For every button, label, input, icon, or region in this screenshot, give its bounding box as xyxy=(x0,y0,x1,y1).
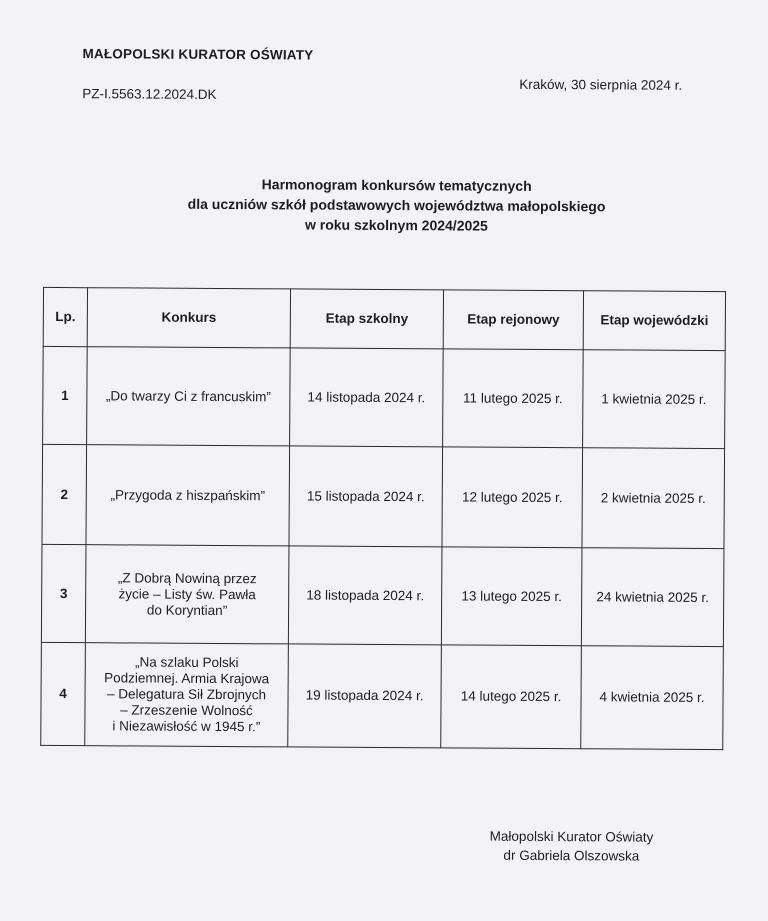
voivodeship-stage-date: 24 kwietnia 2025 r. xyxy=(581,548,724,647)
header-konkurs: Konkurs xyxy=(87,288,290,348)
voivodeship-stage-date: 1 kwietnia 2025 r. xyxy=(583,350,726,449)
competition-name-line: do Koryntian” xyxy=(146,602,228,618)
header-etap-szkolny: Etap szkolny xyxy=(290,289,443,349)
competition-name-line: „Na szlaku Polski xyxy=(134,654,239,671)
table-row xyxy=(41,642,724,749)
header-lp: Lp. xyxy=(43,287,87,346)
competition-name xyxy=(85,545,289,644)
competition-name-line: „Przygoda z hiszpańskim” xyxy=(110,486,266,503)
title-line-2: dla uczniów szkół podstawowych województwa małopolskiego xyxy=(187,195,606,215)
signatory-name: dr Gabriela Olszowska xyxy=(503,847,640,864)
competition-name-line: „Do twarzy Ci z francuskim” xyxy=(105,387,271,404)
table-header-row xyxy=(43,287,725,350)
competition-name xyxy=(86,445,290,546)
regional-stage-date: 13 lutego 2025 r. xyxy=(441,547,582,646)
school-stage-date: 18 listopada 2024 r. xyxy=(288,546,442,645)
row-number: 4 xyxy=(41,642,86,745)
competition-name-line: i Niezawisłość w 1945 r.” xyxy=(112,718,261,735)
voivodeship-stage-date: 2 kwietnia 2025 r. xyxy=(582,448,725,549)
competition-name xyxy=(85,643,289,747)
header-etap-rejonowy: Etap rejonowy xyxy=(443,290,583,350)
competition-name xyxy=(87,347,291,446)
table-row xyxy=(41,544,724,646)
reference-number: PZ-I.5563.12.2024.DK xyxy=(82,86,217,102)
header-etap-wojewodzki: Etap wojewódzki xyxy=(583,291,725,351)
competition-name-line: – Delegatura Sił Zbrojnych xyxy=(106,686,267,703)
regional-stage-date: 12 lutego 2025 r. xyxy=(442,447,583,548)
row-number: 2 xyxy=(42,444,87,544)
place-and-date: Kraków, 30 sierpnia 2024 r. xyxy=(519,76,683,93)
school-stage-date: 15 listopada 2024 r. xyxy=(289,446,443,547)
row-number: 3 xyxy=(41,544,86,642)
document-title xyxy=(101,173,691,237)
regional-stage-date: 11 lutego 2025 r. xyxy=(443,349,584,448)
title-line-1: Harmonogram konkursów tematycznych xyxy=(261,176,532,194)
table-row xyxy=(42,444,725,548)
signatory-role: Małopolski Kurator Oświaty xyxy=(489,828,654,845)
signature-block xyxy=(490,827,654,866)
voivodeship-stage-date: 4 kwietnia 2025 r. xyxy=(581,646,724,750)
school-stage-date: 14 listopada 2024 r. xyxy=(290,348,444,447)
competition-name-line: „Z Dobrą Nowiną przez xyxy=(117,569,257,586)
issuer-name: MAŁOPOLSKI KURATOR OŚWIATY xyxy=(82,46,314,63)
regional-stage-date: 14 lutego 2025 r. xyxy=(441,645,582,749)
competition-schedule-table xyxy=(40,287,726,750)
competition-name-line: życie – Listy św. Pawła xyxy=(118,585,256,602)
school-stage-date: 19 listopada 2024 r. xyxy=(288,644,442,748)
competition-name-line: Podziemnej. Armia Krajowa xyxy=(104,670,270,687)
row-number: 1 xyxy=(43,346,88,444)
title-line-3: w roku szkolnym 2024/2025 xyxy=(304,216,488,234)
table-row xyxy=(43,346,726,448)
competition-name-line: – Zrzeszenie Wolność xyxy=(120,702,253,719)
